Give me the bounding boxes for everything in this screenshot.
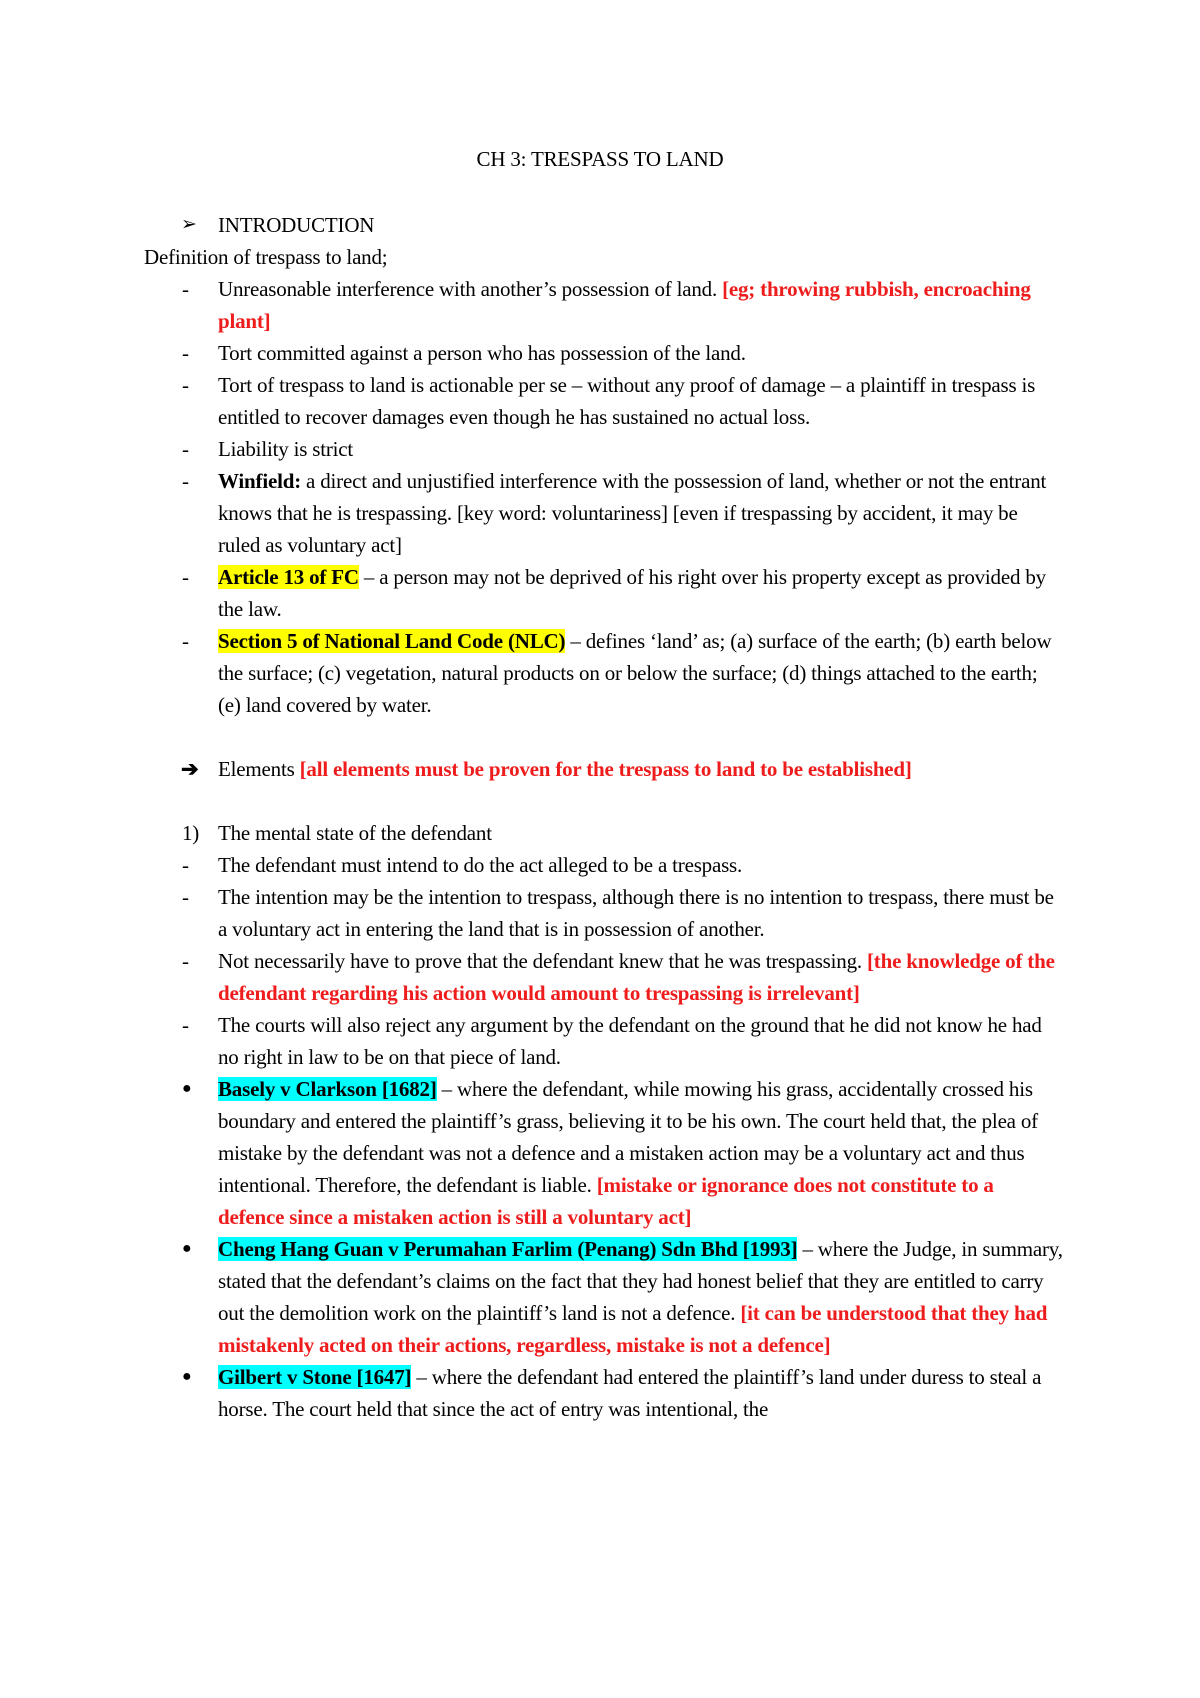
list-item-text: a direct and unjustified interference with the possession of land, whether or not the entrant knows that he is trespassing. [key word: voluntariness] [even if trespassing by accident, it may be ruled as voluntary act] [218,469,1047,557]
page-title: CH 3: TRESPASS TO LAND [476,147,724,171]
dash-bullet-icon: - [182,469,189,493]
list-item-text: Tort committed against a person who has possession of the land. [218,341,746,365]
highlighted-case-name: Basely v Clarkson [1682] [218,1077,437,1101]
dot-bullet-icon: ● [182,1080,192,1097]
list-item [144,369,1064,433]
list-item-text: The intention may be the intention to trespass, although there is no intention to trespass, there must be a voluntary act in entering the land that is in possession of another. [218,885,1054,941]
dash-bullet-icon: - [182,949,189,973]
red-note: [all elements must be proven for the trespass to land to be established] [299,757,912,781]
numbered-heading [144,817,1064,849]
highlighted-case-name: Cheng Hang Guan v Perumahan Farlim (Penang) Sdn Bhd [1993] [218,1237,798,1261]
list-item [144,465,1064,561]
dot-bullet-icon: ● [182,1368,192,1385]
spacer [144,721,1064,753]
list-item [144,625,1064,721]
dash-bullet-icon: - [182,885,189,909]
triangle-bullet-icon: ➢ [181,214,197,235]
list-item [144,945,1064,1009]
red-note: [the knowledge of the defendant regarding his action would amount to trespassing is irrelevant] [218,949,1055,1005]
list-item [144,1009,1064,1073]
case-text: – where the defendant had entered the plaintiff’s land under duress to steal a horse. The court held that since the act of entry was intentional, the [218,1365,1042,1421]
list-item [144,849,1064,881]
elements-heading [144,753,1064,785]
elements-label: Elements [218,757,300,781]
numbered-heading-text: The mental state of the defendant [218,821,492,845]
arrow-bullet-icon: ➔ [181,757,199,781]
list-item [144,273,1064,337]
bold-term: Winfield: [218,469,301,493]
dash-bullet-icon: - [182,437,189,461]
list-item-text: Liability is strict [218,437,354,461]
list-item-text: Tort of trespass to land is actionable per se – without any proof of damage – a plaintiff in trespass is entitled to recover damages even though he has sustained no actual loss. [218,373,1036,429]
list-item-text: – defines ‘land’ as; (a) surface of the earth; (b) earth below the surface; (c) vegetation, natural products on or below the surface; (d) things attached to the earth; (e) land covered by water. [218,629,1052,717]
list-item-text: The courts will also reject any argument by the defendant on the ground that he did not know he had no right in law to be on that piece of land. [218,1013,1042,1069]
case-item [144,1233,1064,1361]
case-item [144,1361,1064,1425]
section-heading-text: INTRODUCTION [218,213,375,237]
definition-line: Definition of trespass to land; [144,245,388,269]
document-body [144,209,1064,1425]
dash-bullet-icon: - [182,277,189,301]
section-heading-introduction [144,209,1064,241]
dash-bullet-icon: - [182,341,189,365]
list-item [144,433,1064,465]
spacer [144,785,1064,817]
highlighted-statute: Section 5 of National Land Code (NLC) [218,629,566,653]
highlighted-statute: Article 13 of FC [218,565,359,589]
dash-bullet-icon: - [182,629,189,653]
list-item-text: – a person may not be deprived of his right over his property except as provided by the law. [218,565,1046,621]
dash-bullet-icon: - [182,373,189,397]
dash-bullet-icon: - [182,565,189,589]
list-item-text: Not necessarily have to prove that the defendant knew that he was trespassing. [218,949,867,973]
red-note: [mistake or ignorance does not constitute to a defence since a mistaken action is still a voluntary act] [218,1173,994,1229]
dot-bullet-icon: ● [182,1240,192,1257]
dash-bullet-icon: - [182,853,189,877]
red-note: [eg; throwing rubbish, encroaching plant] [218,277,1031,333]
case-item [144,1073,1064,1233]
dash-bullet-icon: - [182,1013,189,1037]
highlighted-case-name: Gilbert v Stone [1647] [218,1365,412,1389]
red-note: [it can be understood that they had mistakenly acted on their actions, regardless, mistake is not a defence] [218,1301,1048,1357]
case-text: – where the Judge, in summary, stated that the defendant’s claims on the fact that they had honest belief that they are entitled to carry out the demolition work on the plaintiff’s land is not a defence. [218,1237,1063,1325]
list-item [144,881,1064,945]
list-item-text: The defendant must intend to do the act alleged to be a trespass. [218,853,743,877]
list-number: 1) [182,821,200,845]
case-text: – where the defendant, while mowing his grass, accidentally crossed his boundary and entered the plaintiff’s grass, believing it to be his own. The court held that, the plea of mistake by the defendant was not a defence and a mistaken action may be a voluntary act and thus intentional. Therefore, the defendant is liable. [218,1077,1038,1197]
list-item-text: Unreasonable interference with another’s possession of land. [218,277,723,301]
list-item [144,337,1064,369]
list-item [144,561,1064,625]
